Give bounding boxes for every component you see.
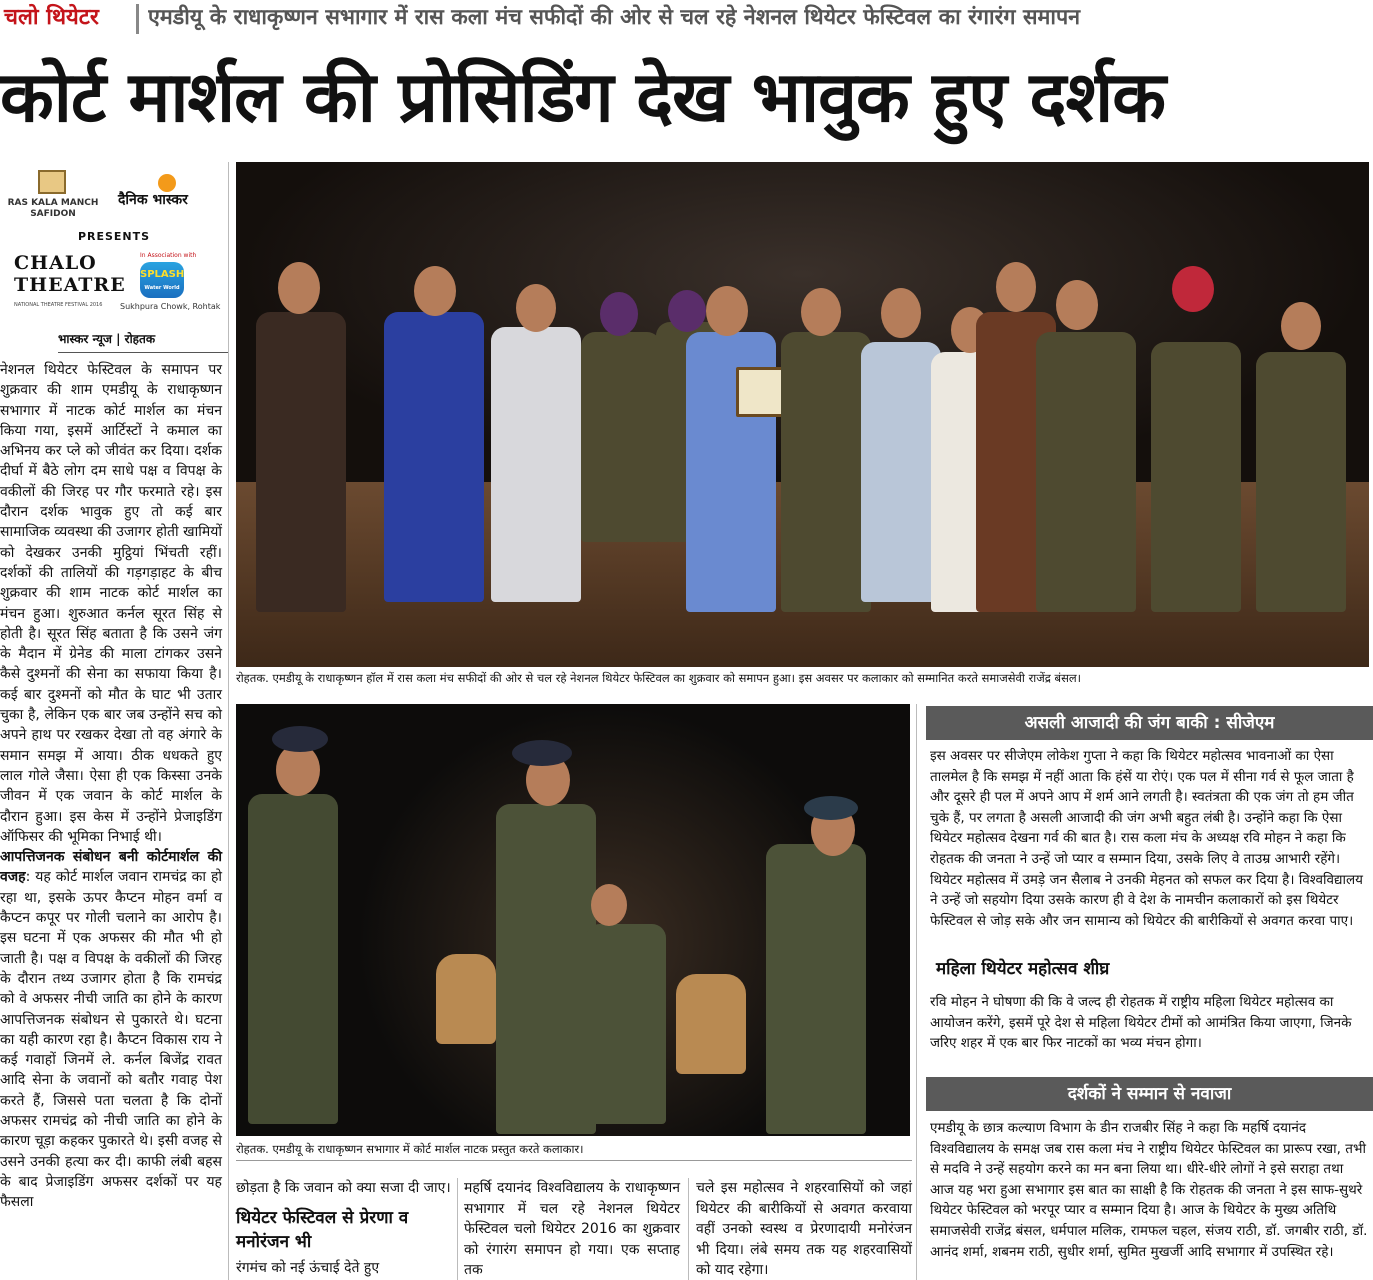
bottom-separator [688,1178,689,1280]
photo-court-martial-play [236,704,910,1136]
actor-beret [272,726,328,752]
photo-felicitation [236,162,1369,667]
sponsor-block [0,162,228,357]
left-column [0,360,222,1212]
org-place: SAFIDON [30,209,76,219]
newspaper-logo: दैनिक भास्कर [118,192,188,208]
subhead-box-2: दर्शकों ने सम्मान से नवाजा [926,1077,1373,1111]
person-figure [781,332,871,612]
photo1-caption: रोहतक. एमडीयू के राधाकृष्णन हॉल में रास कला मंच सफीदों की ओर से चल रहे नेशनल थियेटर फेस्टिवल का शुक्रवार को समापन हुआ। इस अवसर पर कलाकार को सम्मानित करते समाजसेवी राजेंद्र बंसल। [236,671,1082,685]
byline: भास्कर न्यूज | रोहतक [58,332,156,346]
splash-name: SPLASH [140,269,185,280]
festival-logo-line2: THEATRE [14,274,126,296]
bottom-col-1-top: छोड़ता है कि जवान को क्या सजा दी जाए। [236,1180,451,1196]
column-divider [228,162,229,1280]
person-head [516,284,556,332]
person-head [414,266,456,316]
subheadline: एमडीयू के राधाकृष्णन सभागार में रास कला मंच सफीदों की ओर से चल रहे नेशनल थियेटर फेस्टिवल का रंगारंग समापन [148,5,1081,30]
splash-sub: Water World [144,285,180,291]
person-head [668,290,706,332]
person-head [801,288,841,336]
actor-figure [766,844,866,1134]
actor-cap [804,796,858,820]
actor-figure [586,924,666,1124]
person-head [706,286,748,336]
ras-kala-manch-logo [38,170,66,194]
person-figure [581,332,661,542]
actor-head [591,884,627,926]
bottom-rule [236,1160,912,1161]
presents-label: PRESENTS [77,230,151,243]
right-divider [916,704,917,1280]
festival-logo [14,252,126,296]
byline-rule [58,352,228,353]
left-para-2: : यह कोर्ट मार्शल जवान रामचंद्र का हो रहा था, इसके ऊपर कैप्टन मोहन वर्मा व कैप्टन कपूर पर गोली चलाने का आरोप है। इस घटना में एक अफसर की मौत भी हो जाती है। पक्ष व विपक्ष के वकीलों की जिरह के दौरान तथ्य उजागर होता है कि रामचंद्र को वे अफसर नीची जाति का होने के कारण आपत्तिजनक संबोधन से पुकारते थे। घटना का यही कारण रहा है। कैप्टन विकास राय ने कई गवाहों जिनमें ले. कर्नल बिजेंद्र रावत आदि सेना के जवानों को बतौर गवाह पेश करते हैं, जिससे पता चलता है कि दोनों अफसर रामचंद्र को नीची जाति का होने के कारण चूड़ा कहकर पुकारते थे। इसी वजह से उसने उनकी हत्या कर दी। काफी लंबी बहस के बाद प्रेजाइडिंग अफसर दर्शकों पर यह फैसला [0,869,222,1211]
section-kicker: चलो थियेटर [4,5,99,30]
right-para-2: रवि मोहन ने घोषणा की कि वे जल्द ही रोहतक में राष्ट्रीय महिला थियेटर महोत्सव का आयोजन करेंगे, इसमें पूरे देश से महिला थियेटर टीमों को आमंत्रित किया जाएगा, जिनके जरिए शहर में एक बार फिर नाटकों का भव्य मंचन होगा। [930,994,1352,1052]
person-figure [1151,342,1241,612]
bottom-col-1-tail: रंगमंच को नई ऊंचाई देते हुए [236,1260,380,1276]
left-subhead: आपत्तिजनक संबोधन बनी कोर्टमार्शल की वजह [0,849,222,886]
right-subhead: महिला थियेटर महोत्सव शीघ्र [936,959,1110,979]
actor-beret [512,740,572,766]
org-name: RAS KALA MANCH [7,198,99,208]
festival-logo-line1: CHALO [14,252,97,274]
person-head [1172,266,1214,312]
association-label: In Association with [140,252,197,259]
right-para-3: एमडीयू के छात्र कल्याण विभाग के डीन राजबीर सिंह ने कहा कि महर्षि दयानंद विश्वविद्यालय के समक्ष जब रास कला मंच ने राष्ट्रीय थियेटर फेस्टिवल का प्रारूप रखा, तभी से मदवि ने उन्हें सहयोग करने का मन बना लिया था। धीरे-धीरे लोगों ने इसे सराहा तथा आज यह भरा हुआ सभागार इस बात का साक्षी है कि रोहतक की जनता ने इस साफ-सुथरे थियेटर फेस्टिवल को भरपूर प्यार व सम्मान दिया है। आज के थियेटर के मुख्य अतिथि समाजसेवी राजेंद्र बंसल, धर्मपाल मलिक, रामफल चहल, संजय राठी, डॉ. जगबीर राठी, डॉ. आनंद शर्मा, शबनम राठी, सुधीर शर्मा, सुमित मुखर्जी आदि सभागार में उपस्थित रहे। [930,1120,1368,1260]
kicker-separator [136,4,139,34]
person-head [881,288,921,338]
festival-tagline: NATIONAL THEATRE FESTIVAL 2016 [14,302,103,308]
person-head [996,262,1036,312]
person-figure [861,342,941,602]
person-figure [1036,332,1136,612]
chair [676,974,746,1074]
subhead-box-1: असली आजादी की जंग बाकी : सीजेएम [926,706,1373,740]
splash-logo [140,262,184,298]
chair [436,954,496,1044]
bottom-col-2: महर्षि दयानंद विश्वविद्यालय के राधाकृष्णन सभागार में चल रहे नेशनल थियेटर फेस्टिवल चलो थियेटर 2016 का शुक्रवार को रंगारंग समापन हो गया। एक सप्ताह तक [464,1180,680,1278]
left-para-1: नेशनल थियेटर फेस्टिवल के समापन पर शुक्रवार की शाम एमडीयू के राधाकृष्णन सभागार में नाटक कोर्ट मार्शल का मंचन किया गया, इसमें आर्टिस्टों ने कमाल का अभिनय कर प्ले को जीवंत कर दिया। दर्शक दीर्घा में बैठे लोग दम साधे पक्ष व विपक्ष के वकीलों की जिरह पर गौर फरमाते रहे। इस दौरान दर्शक भावुक हुए तो कई बार सामाजिक व्यवस्था की उजागर होती खामियों को देखकर उनकी मुट्ठियां भिंचती रहीं। दर्शकों की तालियों की गड़गड़ाहट के बीच शुक्रवार की शाम नाटक कोर्ट मार्शल का मंचन हुआ। शुरुआत कर्नल सूरत सिंह से होती है। सूरत सिंह बताता है कि उसने जंग के मैदान में ग्रेनेड की माला टांगकर उसने कैसे दुश्मनों की सेना का सफाया किया है। कई बार दुश्मनों को मौत के घाट भी उतार चुका है, लेकिन एक बार जब उन्होंने सच को अपने हाथ पर रखकर देखा तो वह अंगारे के समान समझ में आया। ठीक धधकते हुए लाल गोले जैसा। ऐसा ही एक किस्सा उनके जीवन में एक जवान के कोर्ट मार्शल के दौरान हुआ। इस केस में उन्होंने प्रेजाइडिंग ऑफिसर की भूमिका निभाई थी। [0,362,222,845]
splash-location: Sukhpura Chowk, Rohtak [120,302,221,311]
bottom-separator [457,1178,458,1280]
bottom-col-3: चले इस महोत्सव ने शहरवासियों को जहां थियेटर की बारीकियों से अवगत करवाया वहीं उनको स्वस्थ व प्रेरणादायी मनोरंजन भी दिया। लंबे समय तक यह शहरवासियों को याद रहेगा। [696,1180,912,1278]
actor-figure [248,794,338,1124]
person-head [1281,302,1321,350]
photo2-caption: रोहतक. एमडीयू के राधाकृष्णन सभागार में कोर्ट मार्शल नाटक प्रस्तुत करते कलाकार। [236,1142,584,1156]
person-head [278,262,320,314]
bottom-col-1-heading: थियेटर फेस्टिवल से प्रेरणा व मनोरंजन भी [236,1208,409,1252]
right-para-1: इस अवसर पर सीजेएम लोकेश गुप्ता ने कहा कि थियेटर महोत्सव भावनाओं का ऐसा तालमेल है कि समझ में नहीं आता कि हंसें या रोएं। एक पल में सीना गर्व से फूल जाता है और दूसरे ही पल में अपने आप में शर्म आने लगती है। स्वतंत्रता की एक जंग तो हम जीत चुके हैं, पर लगता है असली आजादी की जंग अभी बहुत लंबी है। उन्होंने कहा कि ऐसा थियेटर महोत्सव देखना गर्व की बात है। रास कला मंच के अध्यक्ष रवि मोहन ने कहा कि रोहतक की जनता ने उन्हें जो प्यार व सम्मान दिया, उसके लिए वे ताउम्र आभारी रहेंगे। थियेटर महोत्सव में उमड़े जन सैलाब ने उनकी मेहनत को सफल कर दिया है। विश्वविद्यालय ने उन्हें जो सहयोग दिया उसके कारण ही वे देश के नामचीन कलाकारों को इस थियेटर फेस्टिवल से जोड़ सके और जन सामान्य को थियेटर की बारीकियों से अवगत करवा पाए। [930,748,1363,929]
headline: कोर्ट मार्शल की प्रोसिडिंग देख भावुक हुए दर्शक [0,56,1165,138]
person-head [1056,280,1098,330]
person-figure [384,312,484,602]
person-figure [491,327,581,602]
actor-figure [496,804,596,1134]
person-figure [1256,352,1346,612]
person-head [600,292,638,336]
person-figure [256,312,346,612]
